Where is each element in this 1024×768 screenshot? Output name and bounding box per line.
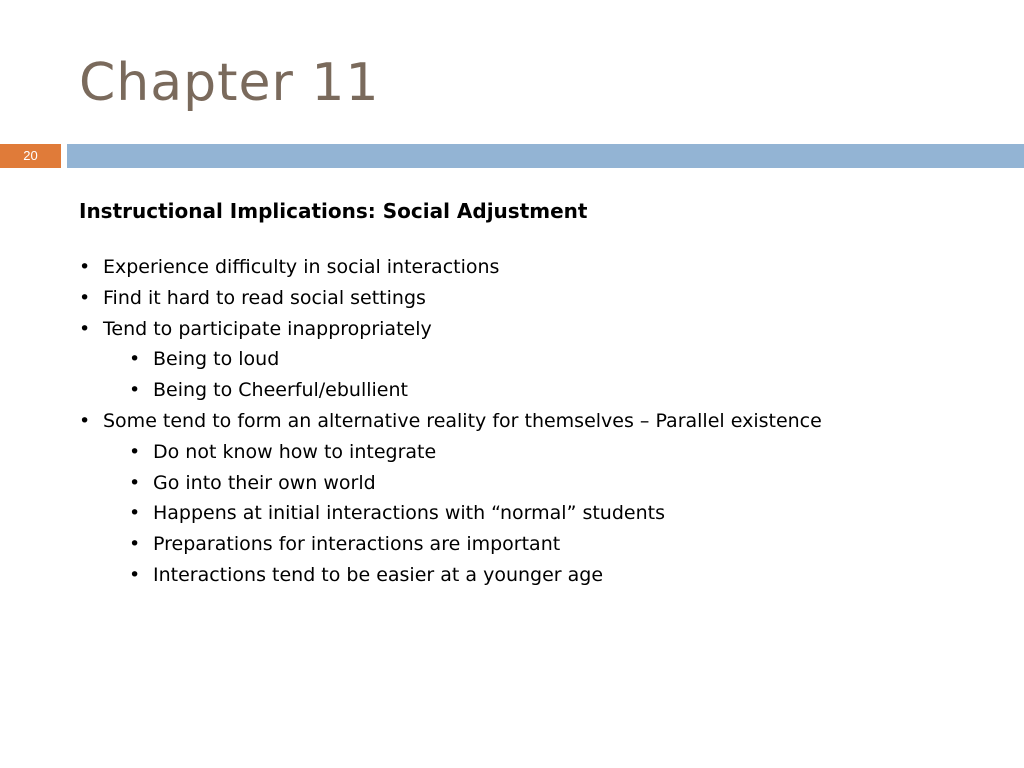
bullet-text: Experience difficulty in social interactions — [103, 256, 500, 278]
sub-bullet-item — [79, 468, 979, 499]
bullet-list — [79, 252, 979, 591]
bullet-text: Tend to participate inappropriately — [103, 317, 432, 340]
section-heading: Instructional Implications: Social Adjustment — [79, 199, 588, 223]
bullet-text: Do not know how to integrate — [153, 440, 437, 463]
bullet-text: Preparations for interactions are important — [153, 533, 561, 556]
slide-number-badge: 20 — [0, 144, 61, 168]
bullet-text: Being to Cheerful/ebullient — [153, 379, 408, 402]
bullet-text: Being to loud — [153, 348, 280, 371]
slide-content — [79, 195, 979, 591]
bullet-text: Happens at initial interactions with “normal” students — [153, 502, 665, 525]
bullet-dot-icon: • — [129, 502, 141, 525]
sub-bullet-item — [79, 437, 979, 468]
bullet-dot-icon: • — [79, 286, 91, 309]
bullet-text: Find it hard to read social settings — [103, 286, 426, 309]
bullet-dot-icon: • — [129, 348, 141, 371]
sub-bullet-item — [79, 344, 979, 375]
sub-bullet-item — [79, 560, 979, 591]
bullet-item — [79, 252, 979, 283]
bullet-dot-icon: • — [79, 409, 91, 432]
bullet-text: Go into their own world — [153, 471, 376, 494]
title-divider-bar — [67, 144, 1024, 168]
bullet-item — [79, 406, 979, 437]
bullet-item — [79, 314, 979, 345]
bullet-dot-icon: • — [129, 379, 141, 402]
bullet-dot-icon: • — [129, 471, 141, 494]
sub-bullet-item — [79, 529, 979, 560]
sub-bullet-item — [79, 375, 979, 406]
bullet-text: Interactions tend to be easier at a younger age — [153, 563, 604, 586]
bullet-dot-icon: • — [129, 563, 141, 586]
bullet-dot-icon: • — [79, 256, 91, 278]
bullet-text: Some tend to form an alternative reality for themselves – Parallel existence — [103, 409, 822, 432]
bullet-dot-icon: • — [129, 533, 141, 556]
slide-title: Chapter 11 — [79, 53, 380, 113]
bullet-item — [79, 283, 979, 314]
sub-bullet-item — [79, 498, 979, 529]
bullet-dot-icon: • — [129, 440, 141, 463]
bullet-dot-icon: • — [79, 317, 91, 340]
